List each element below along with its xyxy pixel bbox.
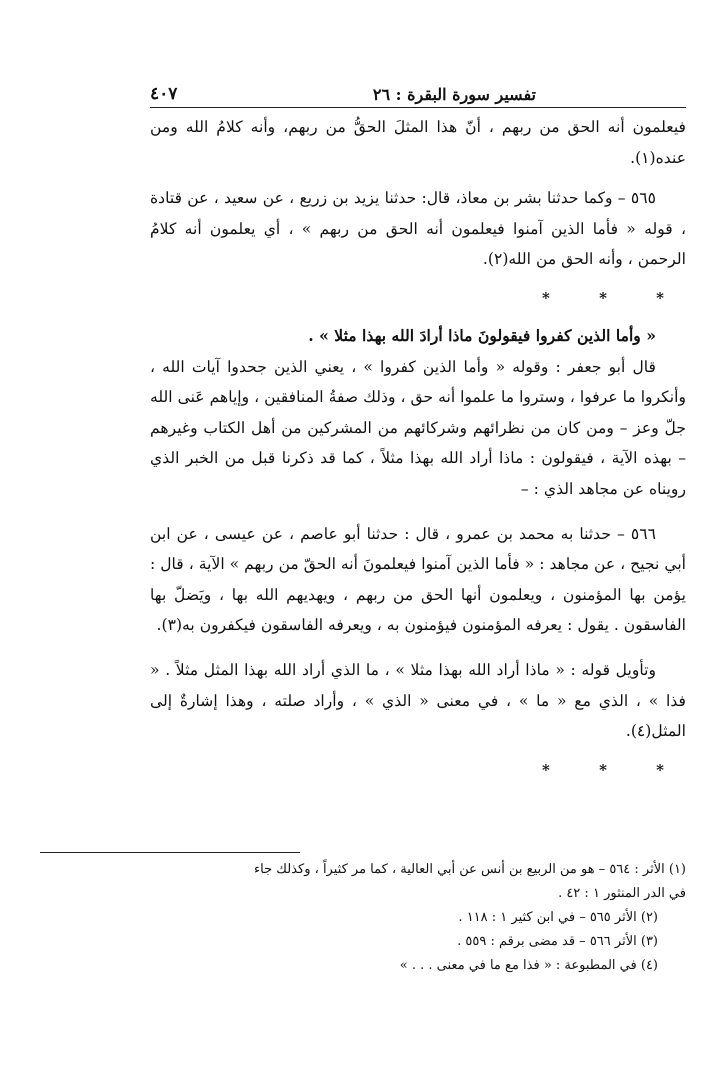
page-header: [150, 82, 686, 106]
paragraph-1: فيعلمون أنه الحق من ربهم ، أنّ هذا المثلَ الحقُّ من ربهم، وأنه كلامُ الله ومن عنده(١).: [150, 118, 686, 167]
section-separator-1: * * *: [542, 288, 686, 307]
paragraph-566: ٥٦٦ – حدثنا به محمد بن عمرو ، قال : حدثنا أبو عاصم ، عن عيسى ، عن ابن أبي نجيح ، عن مجاهد : « فأما الذين آمنوا فيعلمونَ أنه الحقّ من ربهم » الآية ، قال : يؤمن بها المؤمنون ، ويعلمون أنها الحق من ربهم ، ويهديهم الله بها ، ويَضلّ بها الفاسقون . يقول : يعرفه المؤمنون فيؤمنون به ، ويعرفه الفاسقون فيكفرون به(٣).: [150, 524, 686, 635]
main-text: [150, 112, 686, 783]
header-divider: [150, 107, 686, 108]
footnote-1: (١) الأثر : ٥٦٤ – هو من الربيع بن أنس عن أبي العالية ، كما مر كثيراً ، وكذلك جاء: [254, 862, 686, 877]
running-title: تفسير سورة البقرة : ٢٦: [372, 84, 536, 104]
section-separator-2: * * *: [542, 760, 686, 779]
paragraph-abu-jafar: قال أبو جعفر : وقوله « وأما الذين كفروا » ، يعني الذين جحدوا آيات الله ، وأنكروا ما عرفوا ، وستروا ما علموا أنه حق ، وذلك صفةُ المنافقين ، وإياهم عَنى الله جلّ وعز – ومن كان من نظرائهم وشركائهم من المشركين من أهل الكتاب وغيرهم – بهذه الآية ، فيقولون : ماذا أراد الله بهذا مثلاً ، كما قد ذكرنا قبل من الخبر الذي رويناه عن مجاهد الذي : –: [150, 357, 686, 498]
footnotes: [150, 858, 686, 978]
footnote-3: (٣) الأثر ٥٦٦ – قد مضى برقم : ٥٥٩ .: [457, 934, 658, 949]
footnote-4: (٤) في المطبوعة : « فذا مع ما في معنى . . . »: [399, 958, 658, 973]
quran-verse: « وأما الذين كفروا فيقولونَ ماذا أرادَ الله بهذا مثلا » .: [308, 325, 656, 345]
footnote-1-continued: في الدر المنثور ١ : ٤٢ .: [558, 886, 686, 901]
paragraph-tawil: وتأويل قوله : « ماذا أراد الله بهذا مثلا » ، ما الذي أراد الله بهذا المثل مثلاً . « فذا » ، الذي مع « ما » ، في معنى « الذي » ، وأراد صلته ، وهذا إشارةٌ إلى المثل(٤).: [150, 660, 686, 741]
paragraph-565: ٥٦٥ – وكما حدثنا بشر بن معاذ، قال: حدثنا يزيد بن زريع ، عن سعيد ، عن قتادة ، قوله « فأما الذين آمنوا فيعلمون أنه الحق من ربهم » ، أي يعلمون أنه كلامُ الرحمن ، وأنه الحق من الله(٢).: [150, 189, 686, 269]
footnote-divider: [40, 852, 300, 853]
page-number: ٤٠٧: [150, 84, 178, 104]
footnote-2: (٢) الأثر ٥٦٥ – في ابن كثير ١ : ١١٨ .: [458, 910, 658, 925]
